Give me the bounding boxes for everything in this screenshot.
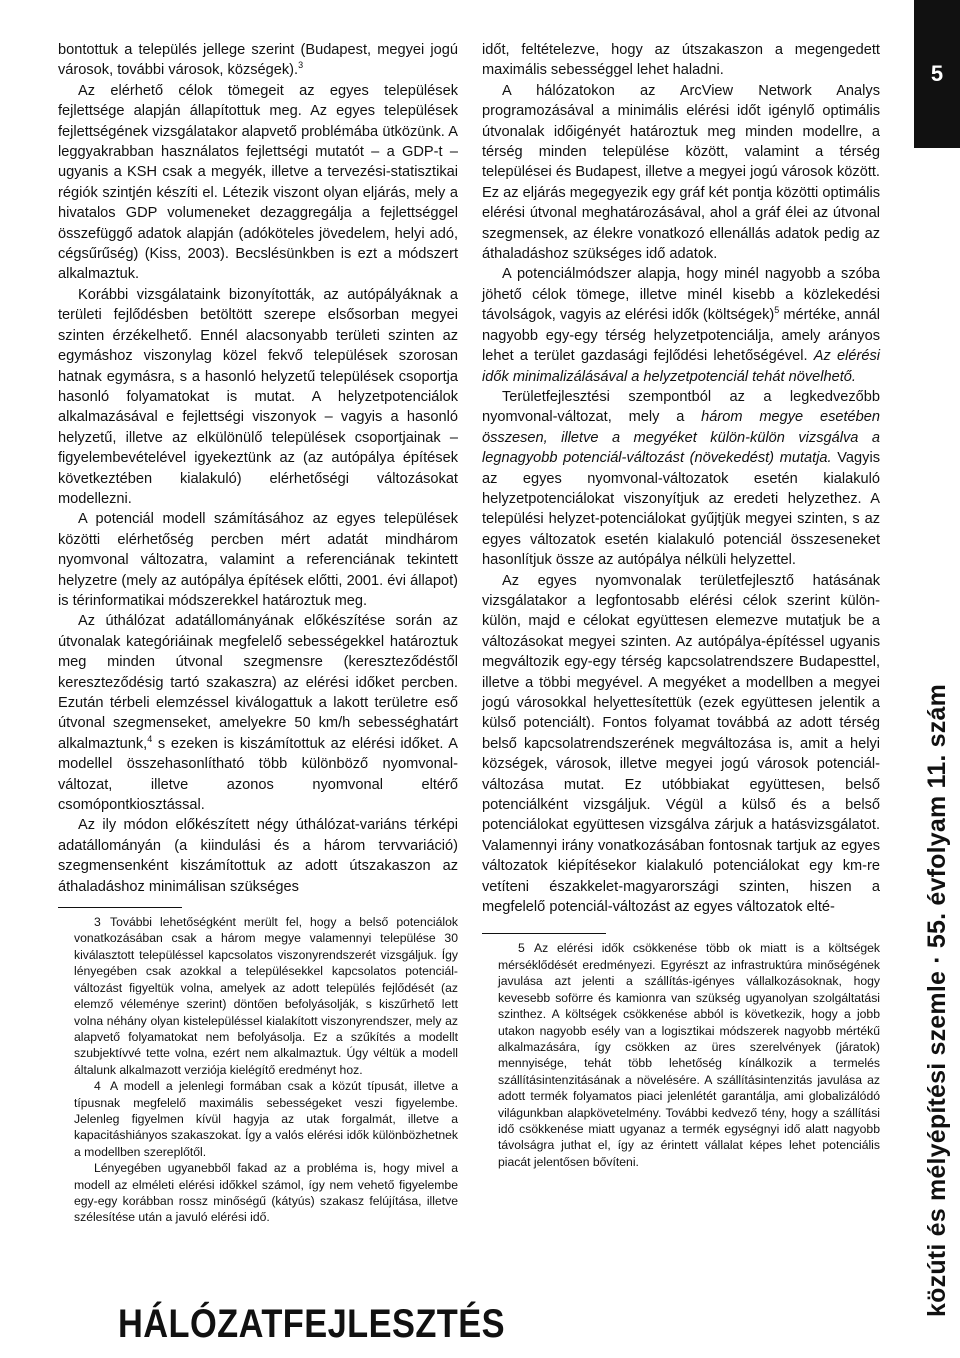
paragraph: Területfejlesztési szempontból az a legkedvezőbb nyomvonal-változat, mely a három megye esetében összesen, illetve a megyéket külön-külön vizsgálva a legnagyobb potenciál-változást (növekedést) mutatja. Vagyis az egyes nyomvonal-változatok esetén kialakuló helyzetpotenciálokat viszonyítjuk az eredeti helyzethez. A települési helyzet-potenciálokat gyűjtjük megyei szinten, s az egyes változatok esetén kialakuló potenciál összeseneket hasonlítjuk össze az autópálya nélküli helyzettel.	[482, 388, 880, 569]
paragraph: Az egyes nyomvonalak területfejlesztő hatásának vizsgálatakor a legfontosabb elérési célok szerint külön-külön, majd e célokat együttesen elemezve mutatjuk be a változásokat megyei szinten. Az autópálya-építéssel ugyanis megváltozik egy-egy térség kapcsolatrendszere Budapesttel, illetve a többi megyével. A megyéket a modellben a megyei jogú városokkal helyettesítettük (ezek együttesen jelentik a külső potenciált). Fontos folyamat továbbá az adott térség belső kapcsolatrendszerének megváltozása is, amit a helyi községek, városok, illetve megyei jogú városok potenciál-változása mutat. Ez utóbbiakat együttesen, belső potenciálként vizsgáljuk. Végül a külső és a belső potenciálokat együttesen vizsgálva zárjuk a hatásvizsgálatot. Valamennyi irány vonatkozásában fontosnak tartjuk az egyes változatok kiépítésekor kialakuló potenciálokat egy km-re vetíteni északkelet-magyarországi szinten, hiszen a megfelelő potenciál-változást az egyes változatok elté-	[482, 572, 880, 916]
emphasis: három megye esetében összesen, illetve a megyéket külön-külön vizsgálva a legnagyobb potenciál-változást (növekedést) mutatja.	[482, 409, 880, 467]
right-column	[482, 40, 880, 1170]
footnote-divider	[482, 933, 606, 934]
footnote-divider	[58, 907, 182, 908]
paragraph: bontottuk a település jellege szerint (Budapest, megyei jogú városok, további városok, községek).$^3$	[58, 42, 458, 79]
paragraph: Az elérhető célok tömegeit az egyes települések fejlettsége alapján állapítottuk meg. Az egyes települések fejlettségének vizsgálatakor alapvető problémába ütközünk. A leggyakrabban használatos fejlettségi mutatót – a GDP-t – ugyanis a KSH csak a megyék, illetve a tervezési-statisztikai régiók szintjén készíti el. Létezik viszont olyan eljárás, mely a hivatalos GDP volumeneket dezaggregálja a fejlettséggel összefüggő adatok alapján (adóköteles jövedelem, helyi adó, cégsűrűség) (Kiss, 2003). Becslésünkben is ezt a módszert alkalmaztuk.	[58, 82, 458, 283]
sidebar	[902, 0, 960, 1358]
footnote-4: 4 A modell a jelenlegi formában csak a közút típusát, illetve a típusnak megfelelő maximális sebességeket veszi figyelembe. Jelenleg figyelmen kívül hagyja az utak forgalmát, illetve a kapacitáshiányos szakaszokat. Így a valós elérési idők különbözhetnek a modellben szereplőtől.	[74, 1079, 458, 1159]
emphasis: Az elérési idők minimalizálásával a helyzetpotenciál tehát növelhető.	[482, 348, 880, 385]
paragraph: időt, feltételezve, hogy az útszakaszon a megengedett maximális sebességgel lehet haladni.	[482, 42, 880, 79]
footnote-4-continued: Lényegében ugyanebből fakad az a probléma is, hogy mivel a modell az elméleti elérési időkkel számol, így nem vehető figyelembe egy-egy korábban rossz minőségű (kátyús) szakasz felújítása, illetve szélesítése után a javuló elérési idő.	[74, 1161, 458, 1225]
footnote-ref[interactable]: 3	[298, 60, 304, 71]
page-number: 5	[914, 0, 960, 148]
footnote-3: 3 További lehetőségként merült fel, hogy a belső potenciálok vonatkozásában csak a három megye valamennyi települése 30 kiválasztott településsel kapcsolatos viszonyrendszerét vizsgáljuk. Így lényegében csak azokkal a településekkel kapcsolatos potenciál-változást figyeltük volna, amelyek az adott település fejlődését (az elemző véleménye szerint) döntően befolyásolják, s kiszűrhető lett volna néhány olyan kistelepüléssel kialakított viszonyrendszer, mely az alapvető folyamatokat nem befolyásolja. Ez a szűkítés a modellt szubjektívvé tette volna, ezért nem alkalmaztuk. Úgy véltük a modell általunk alkalmazott verziója kielégítő eredményt hoz.	[74, 915, 458, 1077]
paragraph: A hálózatokon az ArcView Network Analys programozásával a minimális elérési időt igénylő optimális útvonalak időigényét határoztuk meg minden modellre, a térség minden települése között, valamint a térség települései és Budapest, illetve a megyei jogú városok között. Ez az eljárás megegyezik egy gráf két pontja közötti optimális elérési útvonal meghatározásával, ahol a gráf élei az útvonal szegmensek, az élekre vonatkozó ellenállás adatok pedig az áthaladáshoz szükséges idő adatok.	[482, 82, 880, 263]
section-title: HÁLÓZATFEJLESZTÉS	[118, 1302, 505, 1346]
paragraph: Az ily módon előkészített négy úthálózat-variáns térképi adatállományán (a kiindulási és a három tervvariáció) szegmensenként kiszámítottuk az adott útszakaszon az áthaladáshoz minimálisan szükséges	[58, 817, 458, 895]
footnote-5: 5 Az elérési idők csökkenése több ok miatt is a költségek mérséklődését eredményezi. Egyrészt az infrastruktúra minőségének javulása azt jelenti a szállítás-igényes vállalkozásoknak, hogy kevesebb soförre és kamionra van szükség ugyanolyan szolgáltatási szinthez. A költségek csökkenése abból is következik, hogy a jobb utakon nagyobb esély van a logisztikai módszerek nagyobb mértékű alkalmazására, így csökken az üres szerelvények (járatok) mennyisége, tehát több lehetőség kínálkozik a termelés szállításintenzitásának a növelésére. A szállításintenzitás javulása az adott termék folyamatos piaci jelenlétét garantálja, ami globalizálódó világunkban alapkövetelmény. További kedvező tény, hogy a szállítási idő csökkenése miatt ugyanaz a termék egységnyi idő alatt nagyobb távolságra juthat el, így az érintett vállalat képes lehet potenciális piacát jelentősen bővíteni.	[498, 941, 880, 1169]
paragraph: A potenciálmódszer alapja, hogy minél nagyobb a szóba jöhető célok tömege, illetve minél kisebb a közlekedési távolságok, vagyis az elérési idők (költségek)$^5$ mértéke, annál nagyobb egy-egy térség helyzetpotenciálja, amely arányos lehet a terület gazdasági fejlődési lehetőségével. Az elérési idők minimalizálásával a helyzetpotenciál tehát növelhető.	[482, 266, 880, 385]
footnote-ref[interactable]: 4	[147, 733, 153, 744]
left-column	[58, 40, 458, 1226]
paragraph: Az úthálózat adatállományának előkészítése során az útvonalak kategóriáinak megfelelő sebességekkel határoztuk meg minden útvonal szegmensre (kereszteződéstől kereszteződésig tartó szakaszra) az elérési időket percben. Ezután térbeli elemzéssel kiválogattuk a lakott területre eső útvonal szegmenseket, amelyekre 50 km/h sebességhatárt alkalmaztunk,$^4$ s ezeken is kiszámítottuk az elérési időket. A modellel összehasonlítható több különböző nyomvonal-változat, illetve azonos nyomvonal eltérő csomópontkiosztással.	[58, 613, 458, 814]
journal-title: közúti és mélyépítési szemle · 55. évfolyam 11. szám	[922, 683, 951, 1317]
footnote-ref[interactable]: 5	[774, 305, 780, 316]
paragraph: A potenciál modell számításához az egyes települések közötti elérhetőség percben mért adatát mindhárom nyomvonal változatra, valamint a referenciának tekintett helyzetre (mely az autópálya építések előtti, 2001. évi állapot) is térinformatikai módszerekkel határoztuk meg.	[58, 511, 458, 609]
paragraph: Korábbi vizsgálataink bizonyították, az autópályáknak a területi fejlődésben betöltött szerepe elsősorban megyei szinten érzékelhető. Ennél alacsonyabb területi szinten az egymáshoz viszonylag közel fekvő települések szorosan hatnak egymásra, s a hasonló helyzetű települések csoportja hasonló folyamatokat is mutat. A helyzetpotenciálok alkalmazásával e fejlettségi viszonyok – vagyis a hasonló helyzetű, illetve az elkülönülő települések csoportjainak – figyelembevételével igyekeztünk az (az autópálya építések következtében kialakuló) elérhetőségi változásokat modellezni.	[58, 286, 458, 507]
